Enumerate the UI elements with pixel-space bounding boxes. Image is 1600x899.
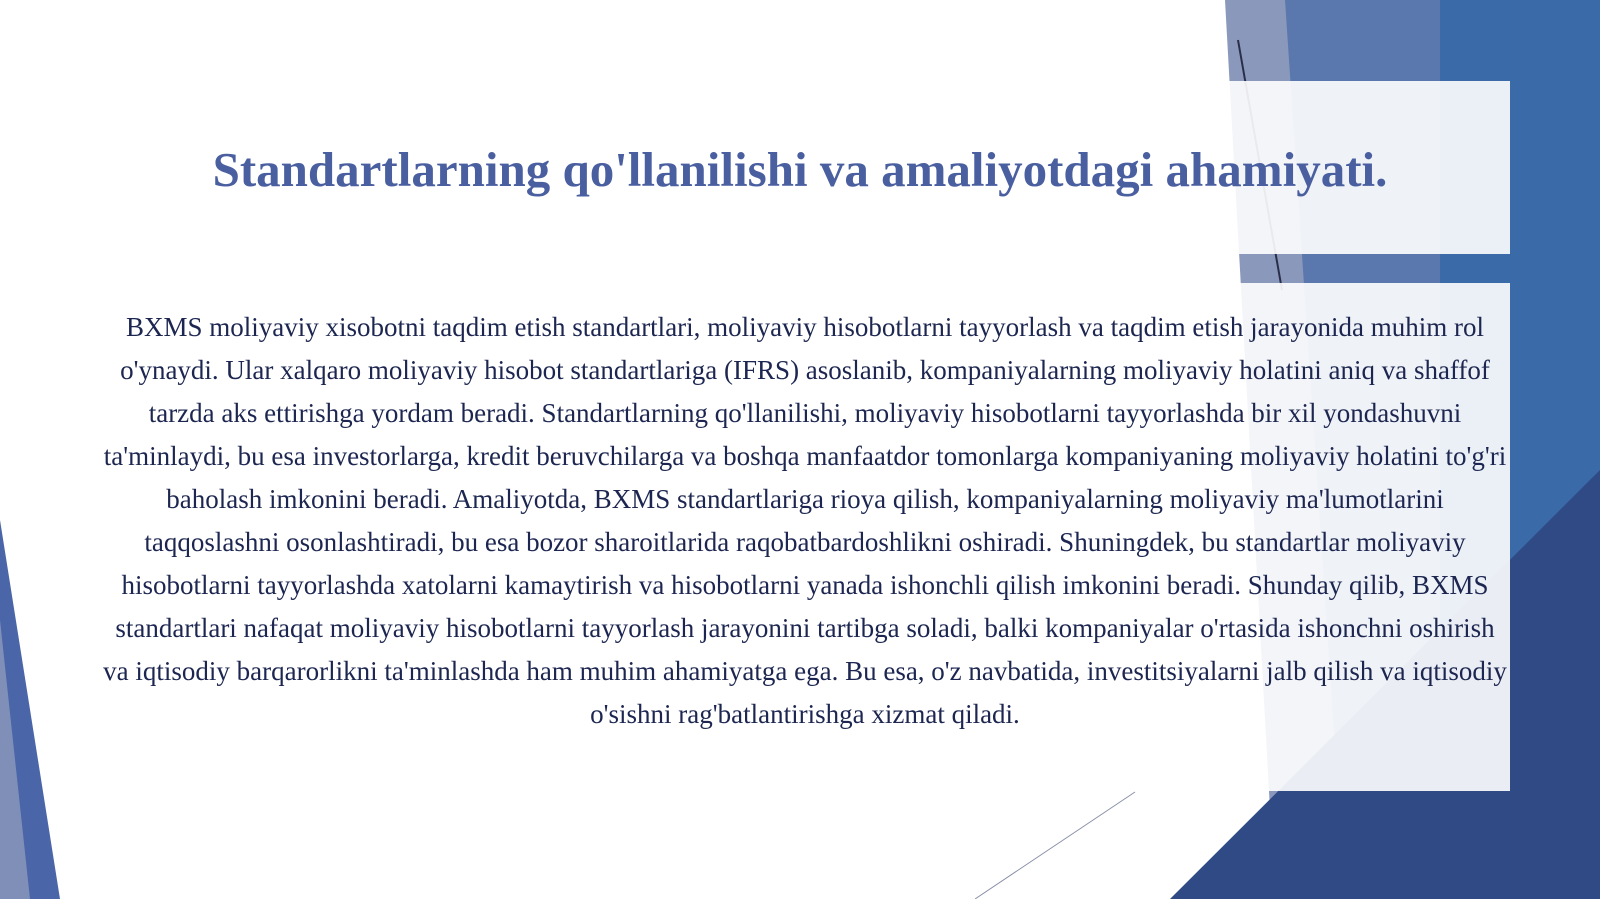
slide-body-text: BXMS moliyaviy xisobotni taqdim etish standartlari, moliyaviy hisobotlarni tayyorlash va taqdim etish jarayonida muhim rol o'ynaydi. Ular xalqaro moliyaviy hisobot standartlariga (IFRS) asoslanib, kompaniyalarning moliyaviy holatini aniq va shaffof tarzda aks ettirishga yordam beradi. Standartlarning qo'llanilishi, moliyaviy hisobotlarni tayyorlashda bir xil yondashuvni ta'minlaydi, bu esa investorlarga, kredit beruvchilarga va boshqa manfaatdor tomonlarga kompaniyaning moliyaviy holatini to'g'ri baholash imkonini beradi. Amaliyotda, BXMS standartlariga rioya qilish, kompaniyalarning moliyaviy ma'lumotlarini taqqoslashni osonlashtiradi, bu esa bozor sharoitlarida raqobatbardoshlikni oshiradi. Shuningdek, bu standartlar moliyaviy hisobotlarni tayyorlashda xatolarni kamaytirish va hisobotlarni yanada ishonchli qilish imkonini beradi. Shunday qilib, BXMS standartlari nafaqat moliyaviy hisobotlarni tayyorlash jarayonini tartibga soladi, balki kompaniyalar o'rtasida ishonchni oshirish va iqtisodiy barqarorlikni ta'minlashda ham muhim ahamiyatga ega. Bu esa, o'z navbatida, investitsiyalarni jalb qilish va iqtisodiy o'sishni rag'batlantirishga xizmat qiladi.	[103, 312, 1507, 729]
thin-diagonal-line	[975, 792, 1135, 899]
slide-title: Standartlarning qo'llanilishi va amaliyotdagi ahamiyati.	[212, 142, 1388, 197]
